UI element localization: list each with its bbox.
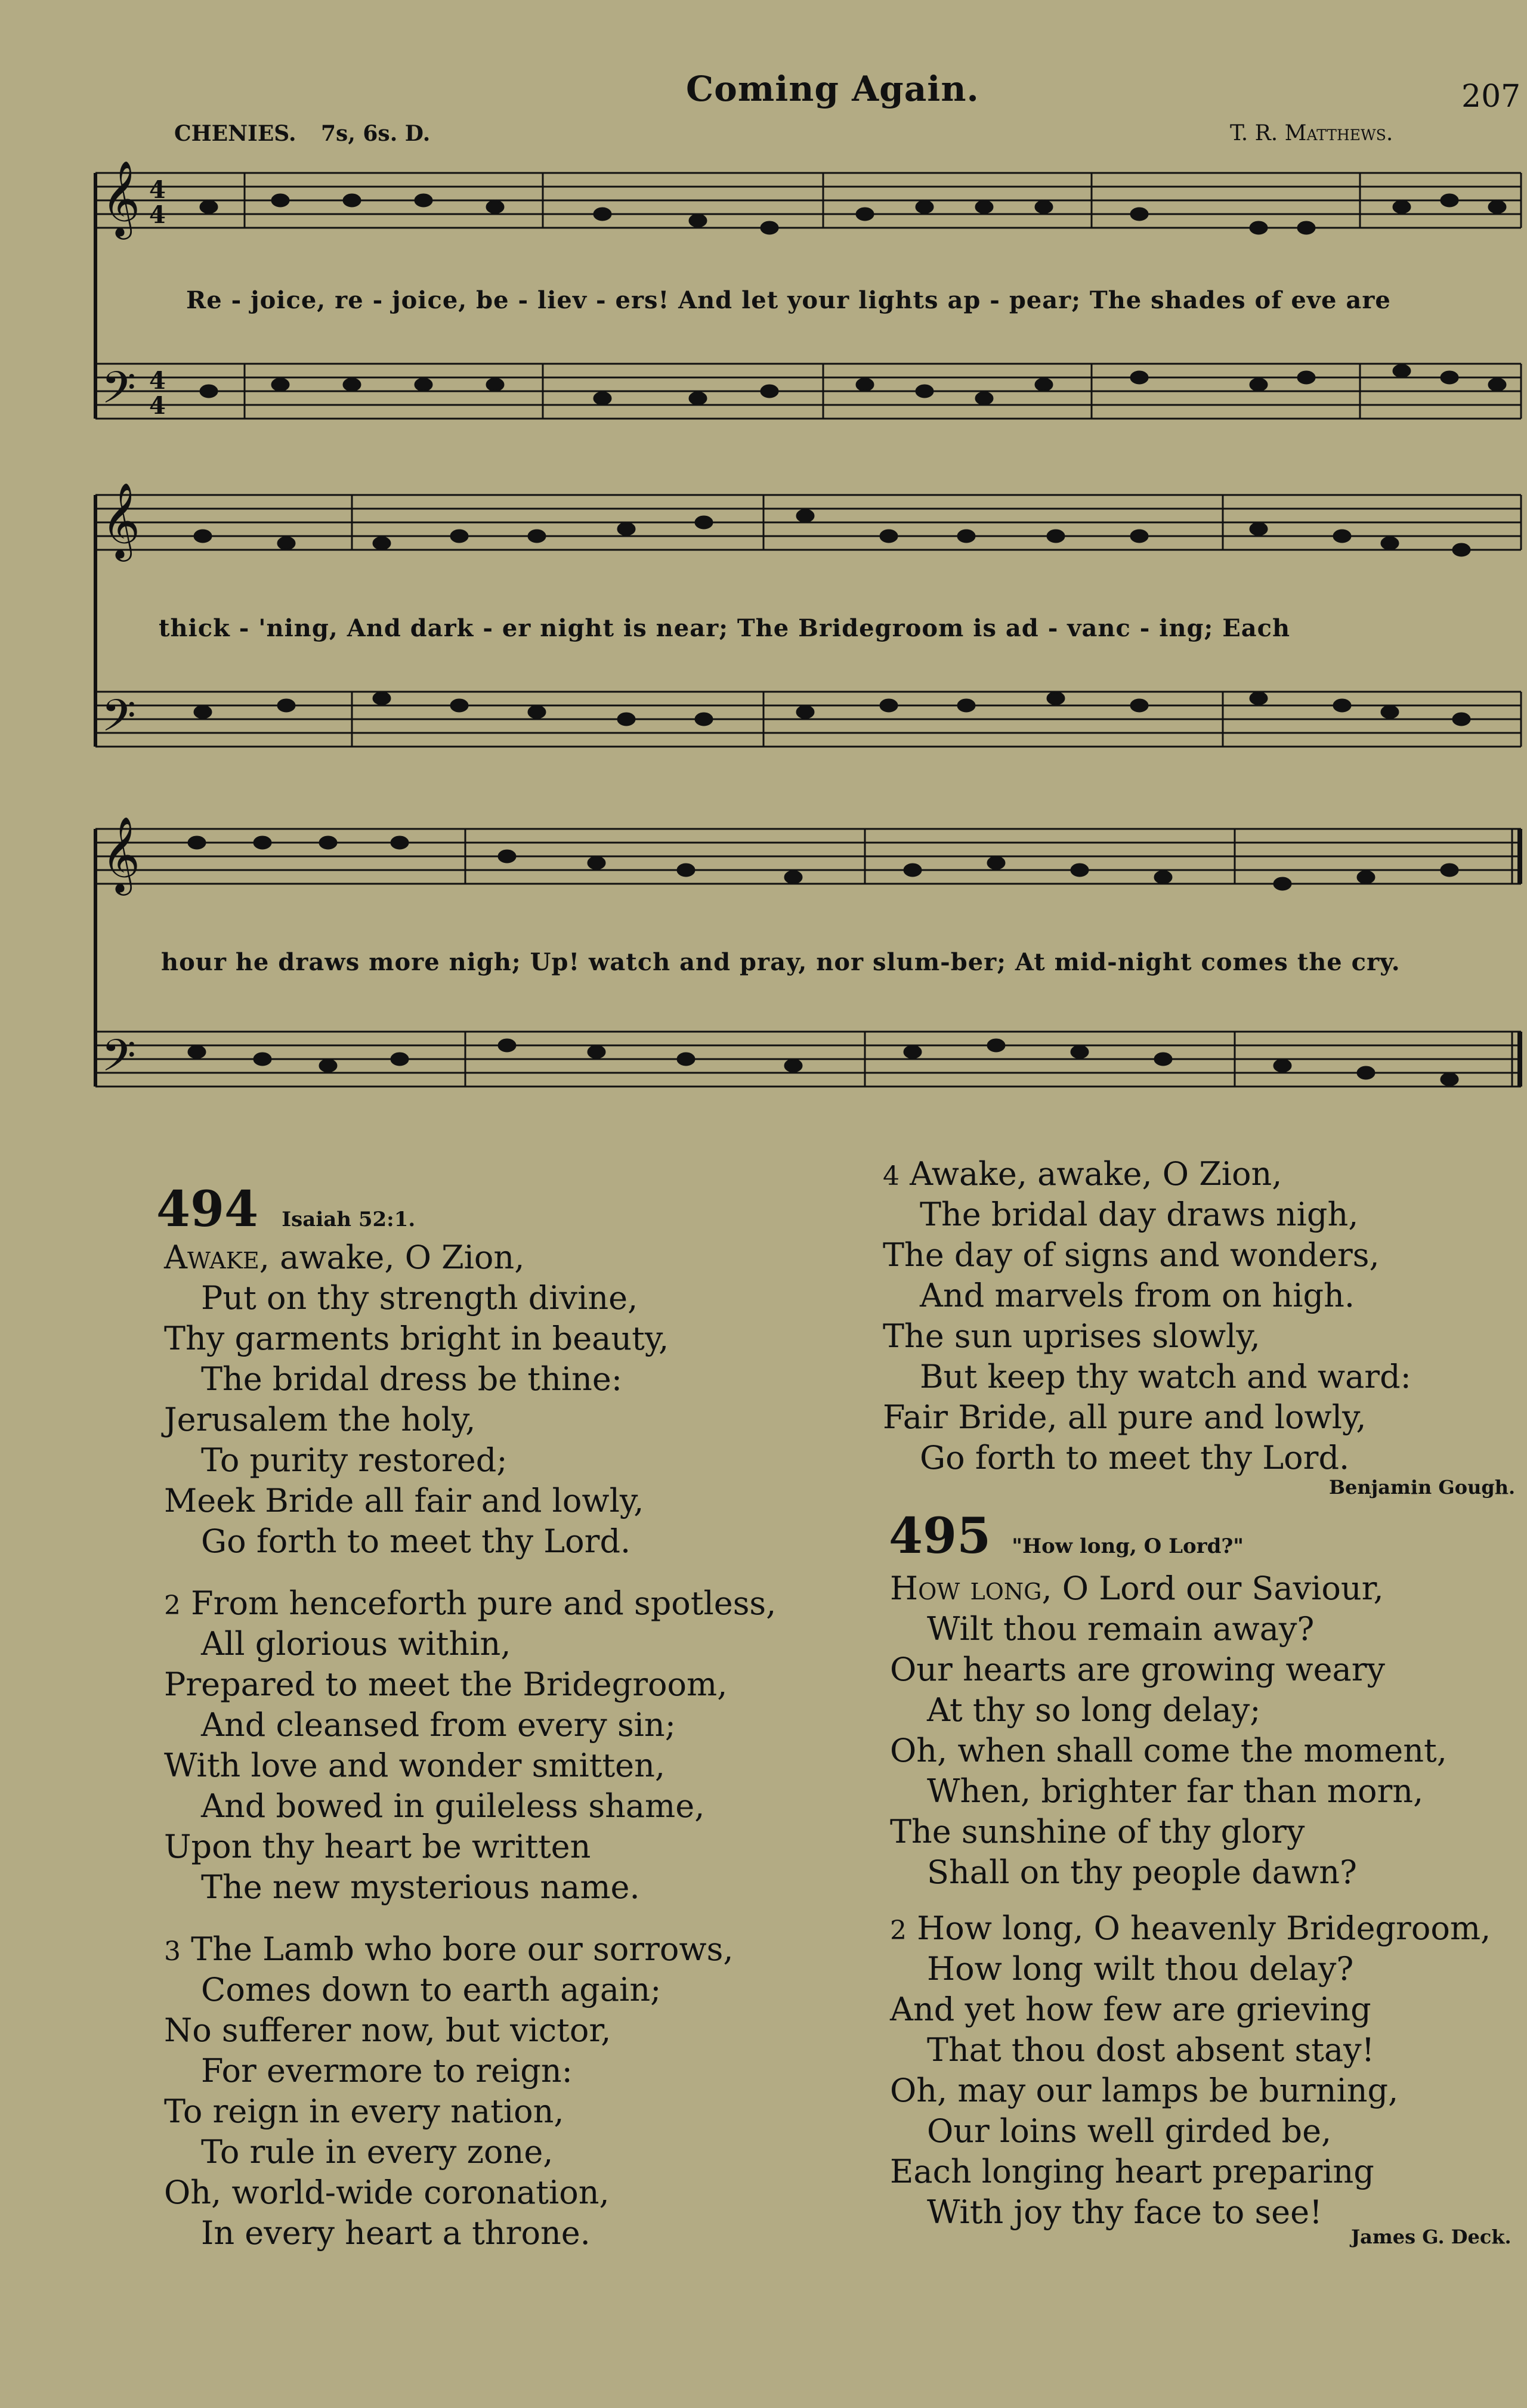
verse-line: Each longing heart preparing	[890, 2153, 1374, 2190]
verse-line: The sunshine of thy glory	[890, 1813, 1305, 1850]
verse-line: Awake, awake, O Zion,	[910, 1155, 1282, 1193]
svg-text:4: 4	[149, 176, 166, 204]
verse-line: The bridal day draws nigh,	[920, 1196, 1359, 1233]
verse-line: Oh, may our lamps be burning,	[890, 2072, 1399, 2109]
hymn-495-verse-1	[890, 1568, 1447, 1893]
verse-line: The day of signs and wonders,	[883, 1236, 1380, 1274]
verse-line: The new mysterious name.	[201, 1868, 640, 1906]
lyrics-line-2: thick - 'ning, And dark - er night is near; The Bridegroom is ad - vanc - ing; Each	[159, 614, 1291, 642]
page-number: 207	[1461, 79, 1521, 114]
hymn-494-reference: Isaiah 52:1.	[282, 1208, 416, 1231]
verse-line: But keep thy watch and ward:	[920, 1358, 1411, 1395]
hymn-494-first-word: Awake,	[164, 1239, 270, 1276]
hymn-494-verse-2	[164, 1583, 776, 1908]
verse-line: At thy so long delay;	[927, 1691, 1261, 1729]
svg-text:𝄞: 𝄞	[101, 816, 141, 892]
hymn-495-reference: "How long, O Lord?"	[1012, 1534, 1244, 1558]
verse-line: With love and wonder smitten,	[164, 1747, 666, 1784]
hymn-494-number: 494	[156, 1181, 259, 1238]
meter: 7s, 6s. D.	[321, 121, 431, 146]
verse-line: And marvels from on high.	[920, 1277, 1355, 1314]
verse-line: For evermore to reign:	[201, 2052, 573, 2090]
verse-line: And cleansed from every sin;	[201, 1706, 676, 1744]
verse-line: To purity restored;	[201, 1441, 508, 1479]
tune-name: CHENIES.	[174, 121, 296, 146]
verse-line: Go forth to meet thy Lord.	[201, 1522, 631, 1560]
page-title: Coming Again.	[686, 69, 979, 109]
verse-line: And bowed in guileless shame,	[201, 1787, 705, 1825]
hymn-494-verse-1	[164, 1237, 669, 1562]
verse-line: Jerusalem the holy,	[164, 1401, 476, 1438]
verse-line: All glorious within,	[201, 1625, 511, 1663]
svg-text:𝄞: 𝄞	[101, 161, 141, 236]
svg-text:𝄞: 𝄞	[101, 482, 141, 558]
hymn-494-author: Benjamin Gough.	[1329, 1476, 1516, 1499]
verse-line: To reign in every nation,	[164, 2093, 564, 2130]
verse-line: Prepared to meet the Bridegroom,	[164, 1666, 728, 1703]
svg-text:𝄢: 𝄢	[101, 362, 136, 425]
music-score-system-3	[89, 811, 1527, 1145]
verse-line: How long, O heavenly Bridegroom,	[917, 1909, 1491, 1947]
verse-line: Upon thy heart be written	[164, 1828, 591, 1865]
svg-text:𝄢: 𝄢	[101, 1030, 136, 1092]
verse-line: How long wilt thou delay?	[927, 1950, 1354, 1988]
hymn-495-number: 495	[889, 1508, 991, 1565]
verse-line: Wilt thou remain away?	[927, 1610, 1315, 1648]
svg-text:𝄢: 𝄢	[101, 690, 136, 753]
svg-text:4: 4	[149, 392, 166, 420]
hymn-495-author: James G. Deck.	[1351, 2226, 1511, 2248]
verse-line: And yet how few are grieving	[890, 1991, 1371, 2028]
verse-line: Go forth to meet thy Lord.	[920, 1439, 1350, 1477]
music-score-system-1	[89, 161, 1527, 477]
verse-number: 4	[883, 1161, 899, 1191]
verse-line: The sun uprises slowly,	[883, 1317, 1260, 1355]
verse-line: Our hearts are growing weary	[890, 1651, 1386, 1688]
verse-line: Fair Bride, all pure and lowly,	[883, 1398, 1367, 1436]
verse-line: Comes down to earth again;	[201, 1971, 662, 2008]
verse-line: In every heart a throne.	[201, 2214, 591, 2252]
lyrics-line-3: hour he draws more nigh; Up! watch and pray, nor slum-ber; At mid-night comes the cry.	[161, 948, 1401, 976]
verse-line: When, brighter far than morn,	[927, 1772, 1424, 1810]
verse-line: The Lamb who bore our sorrows,	[191, 1930, 734, 1968]
verse-line: To rule in every zone,	[201, 2133, 554, 2171]
svg-text:4: 4	[149, 367, 166, 395]
verse-line: Meek Bride all fair and lowly,	[164, 1482, 644, 1519]
hymn-494-verse-3	[164, 1929, 734, 2254]
verse-line: Shall on thy people dawn?	[927, 1853, 1357, 1891]
hymn-494-verse-4	[883, 1154, 1411, 1478]
verse-line: Our loins well girded be,	[927, 2112, 1332, 2150]
verse-line: Oh, when shall come the moment,	[890, 1732, 1447, 1769]
verse-line: That thou dost absent stay!	[927, 2031, 1375, 2069]
verse-line: With joy thy face to see!	[927, 2193, 1322, 2231]
hymn-495-heading	[889, 1508, 1244, 1565]
verse-number: 2	[164, 1590, 181, 1621]
hymn-494-first-line: awake, O Zion,	[269, 1239, 525, 1276]
verse-line: The bridal dress be thine:	[201, 1360, 623, 1398]
verse-number: 3	[164, 1936, 181, 1967]
verse-line: No sufferer now, but victor,	[164, 2011, 611, 2049]
verse-number: 2	[890, 1915, 907, 1946]
composer: T. R. Matthews.	[1230, 121, 1393, 146]
hymn-494-heading	[156, 1181, 415, 1238]
verse-line: From henceforth pure and spotless,	[191, 1584, 777, 1622]
verse-line: Put on thy strength divine,	[201, 1279, 638, 1317]
hymn-495-verse-2	[890, 1908, 1491, 2233]
svg-text:4: 4	[149, 201, 166, 229]
hymn-495-first-line: O Lord our Saviour,	[1052, 1570, 1384, 1607]
verse-line: Oh, world-wide coronation,	[164, 2174, 610, 2211]
verse-line: Thy garments bright in beauty,	[164, 1320, 669, 1357]
lyrics-line-1: Re - joice, re - joice, be - liev - ers! And let your lights ap - pear; The shades of eve are	[186, 286, 1391, 314]
hymn-495-first-word: How long,	[890, 1570, 1052, 1607]
